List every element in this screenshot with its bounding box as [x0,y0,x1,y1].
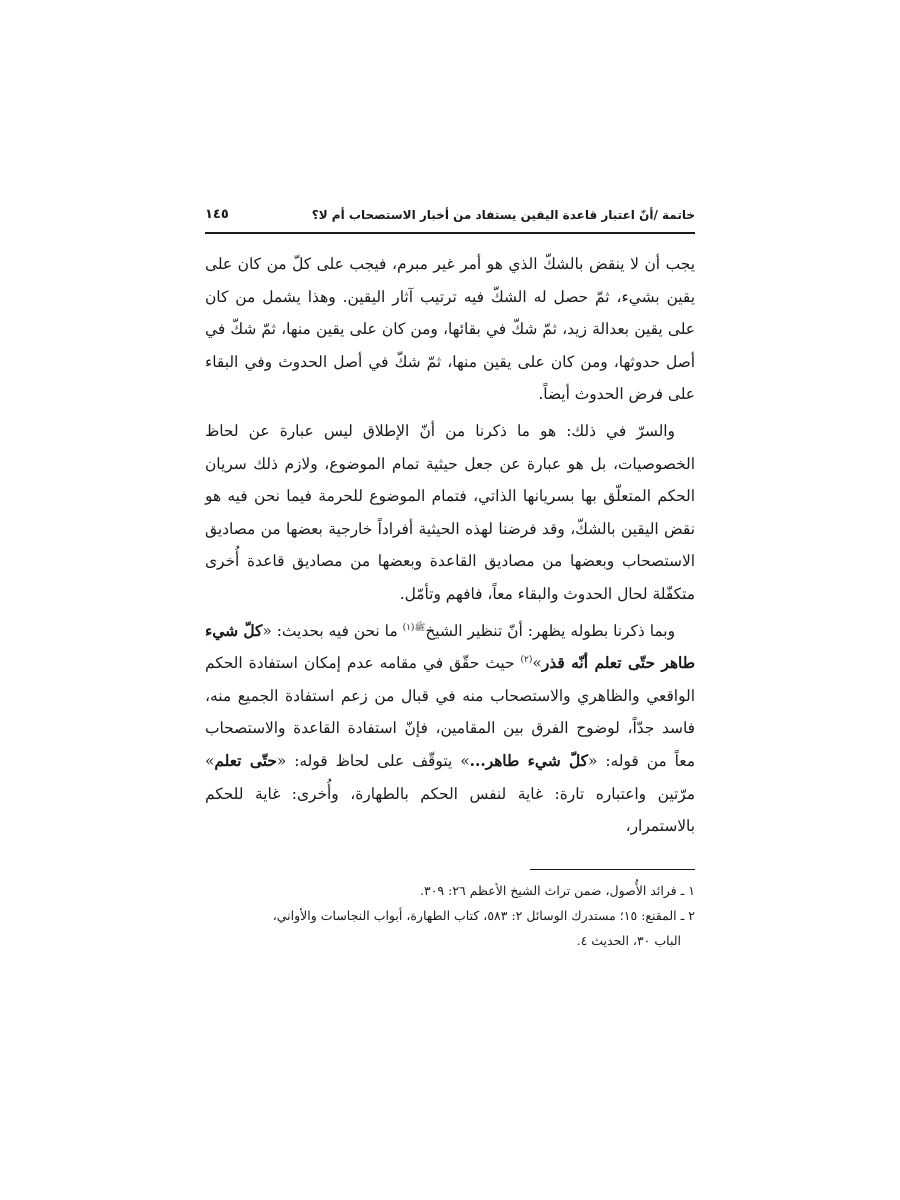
main-text [205,248,695,843]
paragraph-3-text-d: حيث حقّق في مقامه عدم إمكان استفادة الحكم الواقعي والظاهري والاستصحاب منه في قبال من زعم استفادة الجميع منه، فاسد جدّاً، لوضوح الفرق بين المقامين، فإنّ استفادة القاعدة والاستصحاب معاً من قوله: « [205,654,695,770]
page-number: ١٤٥ [205,207,229,222]
paragraph-3 [205,615,695,843]
footnote-ref-1[interactable]: (١) [402,622,415,633]
hadith-quote-3: حتّى تعلم [214,751,277,770]
footnotes [205,878,695,953]
footnote-ref-2[interactable]: (٢) [520,655,533,665]
book-page [205,200,695,953]
running-title: خاتمة /أنّ اعتبار قاعدة اليقين يستفاد من أخبار الاستصحاب أم لا؟ [311,208,695,222]
paragraph-3-text-e: » يتوقّف على لحاظ قوله: « [276,751,470,770]
hadith-quote-2: كلّ شيء طاهر... [469,751,588,770]
hadith-quote-1: كلّ شيء طاهر حتّى تعلم أنّه قذر [205,621,695,673]
footnote-2: ٢ ـ المقنع: ١٥؛ مستدرك الوسائل ٢: ٥٨٣، كتاب الطهارة، أبواب النجاسات والأواني، [272,907,695,923]
footnote-rule [530,869,695,870]
honorific-symbol: ﷺ [414,622,426,633]
running-header [205,200,695,230]
paragraph-3-text-f: » مرّتين واعتباره تارة: غاية لنفس الحكم بالطهارة، وأُخرى: غاية للحكم بالاستمرار، [205,751,695,836]
paragraph-2: والسرّ في ذلك: هو ما ذكرنا من أنّ الإطلاق ليس عبارة عن لحاظ الخصوصيات، بل هو عبارة عن جعل حيثية تمام الموضوع، ولازم ذلك سريان الحكم المتعلّق بها بسريانها الذاتي، فتمام الموضوع للحرمة فيما نحن فيه هو نقض اليقين بالشكّ، وقد فرضنا لهذه الحيثية أفراداً خارجية بعضها من مصاديق الاستصحاب وبعضها من مصاديق القاعدة وبعضها من مصاديق قاعدة أُخرى متكفّلة لحال الحدوث والبقاء معاً، فافهم وتأمّل. [205,421,695,603]
paragraph-3-text-a: وبما ذكرنا بطوله يظهر: أنّ تنظير الشيخ [425,621,675,640]
paragraph-3-text-b: ما نحن فيه بحديث: « [262,621,403,640]
paragraph-3-text-c: » [532,654,542,673]
header-rule [205,232,695,234]
footnote-2-continuation: الباب ٣٠، الحديث ٤. [576,932,681,948]
paragraph-1: يجب أن لا ينقض بالشكّ الذي هو أمر غير مبرم، فيجب على كلّ من كان على يقين بشيء، ثمّ حصل له الشكّ فيه ترتيب آثار اليقين. وهذا يشمل من كان على يقين بعدالة زيد، ثمّ شكّ في بقائها، ومن كان على يقين منها، ثمّ شكّ في أصل حدوثها، ومن كان على يقين منها، ثمّ شكّ في أصل الحدوث وفي البقاء على فرض الحدوث أيضاً. [205,255,695,404]
footnote-1: ١ ـ فرائد الأُصول، ضمن تراث الشيخ الأعظم ٢٦: ٣٠٩. [420,882,695,898]
